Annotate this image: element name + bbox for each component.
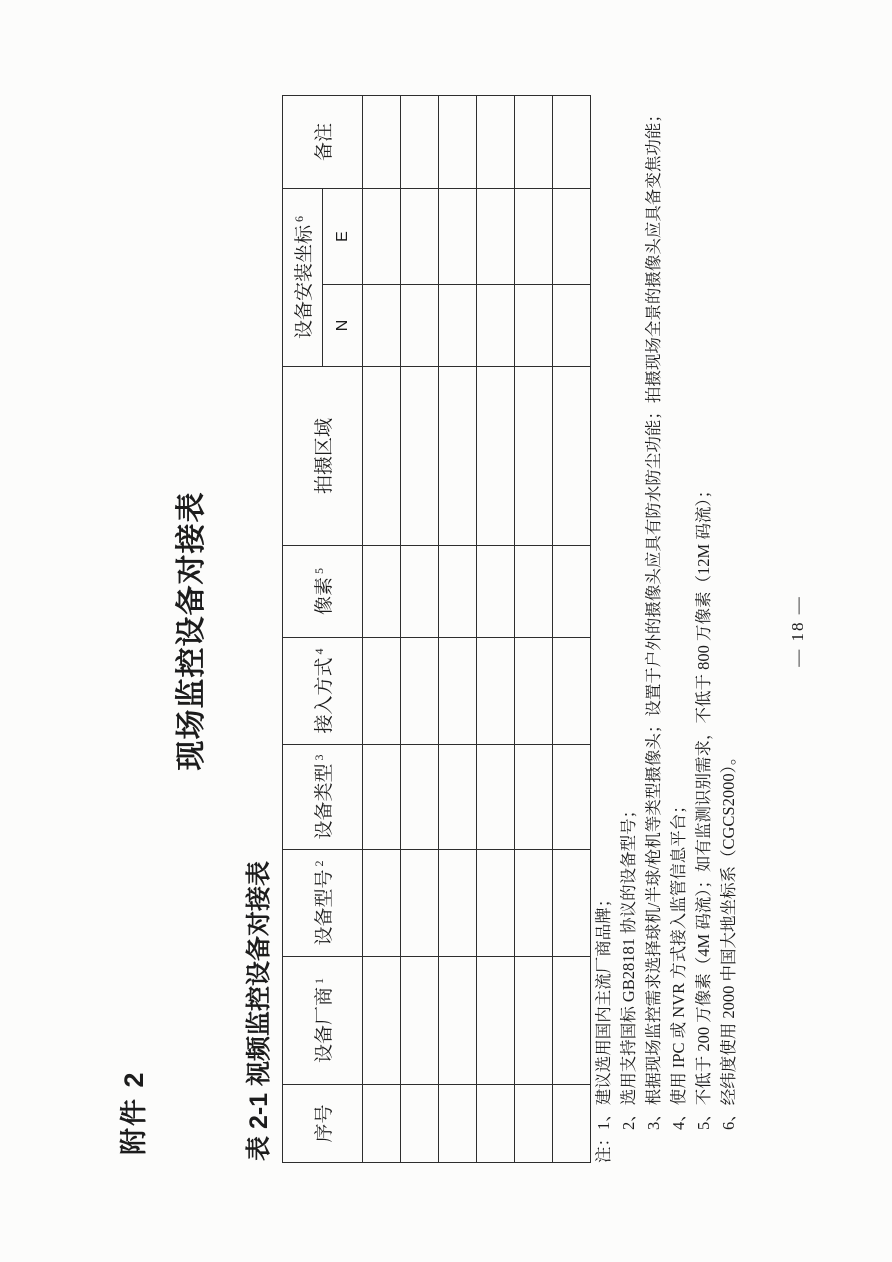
col-header-coord-e: E: [323, 188, 363, 284]
table-cell: [363, 285, 401, 367]
col-header-model-sup: 2: [311, 860, 326, 867]
col-header-seq: [283, 1085, 363, 1163]
table-cell: [515, 1085, 553, 1163]
table-cell: [515, 546, 553, 638]
table-cell: [401, 957, 439, 1085]
table-cell: [401, 638, 439, 745]
table-cell: [515, 850, 553, 957]
equipment-docking-table: [282, 95, 591, 1163]
table-cell: [401, 745, 439, 850]
table-cell: [401, 95, 439, 188]
table-cell: [363, 367, 401, 546]
table-cell: [439, 95, 477, 188]
note-text-1: 1、建议选用国内主流厂商品牌；: [594, 890, 613, 1130]
col-header-access: [283, 638, 363, 745]
table-cell: [363, 638, 401, 745]
attachment-label: 附件 2: [119, 1070, 149, 1155]
table-cell: [477, 638, 515, 745]
table-cell: [553, 188, 591, 284]
table-cell: [477, 367, 515, 546]
table-cell: [401, 546, 439, 638]
table-cell: [515, 957, 553, 1085]
table-cell: [553, 957, 591, 1085]
col-header-remark-label: 备注: [314, 122, 335, 161]
page-title: 现场监控设备对接表: [175, 491, 208, 771]
notes-section: [591, 93, 741, 1163]
table-cell: [477, 95, 515, 188]
table-cell: [515, 745, 553, 850]
col-header-type-label: 设备类型: [314, 763, 335, 840]
table-cell: [401, 285, 439, 367]
col-header-pixels-sup: 5: [311, 568, 326, 574]
table-cell: [439, 285, 477, 367]
col-header-seq-label: 序号: [314, 1104, 335, 1143]
table-cell: [515, 95, 553, 188]
table-cell: [553, 1085, 591, 1163]
table-cell: [515, 188, 553, 284]
table-cell: [515, 285, 553, 367]
col-header-remark: [283, 95, 363, 188]
col-header-type: [283, 745, 363, 850]
table-cell: [363, 188, 401, 284]
table-caption: 表 2-1 视频监控设备对接表: [245, 860, 273, 1161]
col-header-model: [283, 850, 363, 957]
table-cell: [401, 188, 439, 284]
table-cell: [363, 1085, 401, 1163]
table-cell: [477, 285, 515, 367]
table-cell: [363, 546, 401, 638]
table-cell: [477, 745, 515, 850]
table-cell: [401, 367, 439, 546]
table-cell: [553, 546, 591, 638]
table-body: [363, 95, 591, 1162]
table-cell: [439, 745, 477, 850]
page-number: — 18 —: [788, 595, 807, 667]
table-cell: [553, 638, 591, 745]
note-line-6: 6、经纬度使用 2000 中国大地坐标系（CGCS2000）。: [719, 748, 738, 1130]
table-row: [515, 95, 553, 1162]
table-cell: [553, 95, 591, 188]
table-cell: [439, 188, 477, 284]
col-header-access-label: 接入方式: [314, 657, 335, 734]
table-cell: [363, 957, 401, 1085]
col-header-model-label: 设备型号: [314, 869, 335, 946]
table-row: [363, 95, 401, 1162]
col-header-vendor: [283, 957, 363, 1085]
table-cell: [439, 850, 477, 957]
table-cell: [553, 285, 591, 367]
note-line-4: 4、使用 IPC 或 NVR 方式接入监管信息平台；: [669, 797, 688, 1130]
table-row: [401, 95, 439, 1162]
col-header-pixels-label: 像素: [314, 577, 335, 616]
table-cell: [477, 546, 515, 638]
table-cell: [439, 957, 477, 1085]
table-header-row: [283, 95, 323, 1162]
table-row: [439, 95, 477, 1162]
note-line-1: [591, 93, 616, 1163]
table-cell: [477, 957, 515, 1085]
col-header-coords-sup: 6: [291, 215, 306, 222]
col-header-pixels: [283, 546, 363, 638]
note-prefix: 注：: [594, 1130, 613, 1163]
table-row: [477, 95, 515, 1162]
table-cell: [439, 1085, 477, 1163]
col-header-vendor-sup: 1: [311, 978, 326, 984]
col-header-coords-label: 设备安装坐标: [294, 224, 315, 339]
table-cell: [553, 745, 591, 850]
table-cell: [363, 95, 401, 188]
table-cell: [401, 850, 439, 957]
table-cell: [477, 850, 515, 957]
table-cell: [477, 1085, 515, 1163]
table-cell: [439, 546, 477, 638]
note-line-5: 5、不低于 200 万像素（4M 码流）；如有监测识别需求，不低于 800 万像素（12M 码流）；: [694, 481, 713, 1130]
table-cell: [515, 367, 553, 546]
table-cell: [553, 367, 591, 546]
note-line-3: 3、根据现场监控需求选择球机/半球/枪机等类型摄像头；设置于户外的摄像头应具有防水防尘功能；拍摄现场全景的摄像头应具备变焦功能；: [644, 106, 663, 1130]
col-header-type-sup: 3: [311, 754, 326, 761]
col-header-area: [283, 367, 363, 546]
col-header-coord-n: N: [323, 285, 363, 367]
table-row: [553, 95, 591, 1162]
table-cell: [401, 1085, 439, 1163]
table-cell: [477, 188, 515, 284]
table-cell: [439, 638, 477, 745]
col-header-coords-group: [283, 188, 323, 366]
table-cell: [363, 745, 401, 850]
note-line-2: 2、选用支持国标 GB28181 协议的设备型号；: [619, 801, 638, 1130]
col-header-area-label: 拍摄区域: [314, 418, 335, 495]
table-cell: [553, 850, 591, 957]
table-cell: [363, 850, 401, 957]
col-header-access-sup: 4: [311, 648, 326, 655]
table-cell: [515, 638, 553, 745]
table-cell: [439, 367, 477, 546]
col-header-vendor-label: 设备厂商: [314, 987, 335, 1064]
